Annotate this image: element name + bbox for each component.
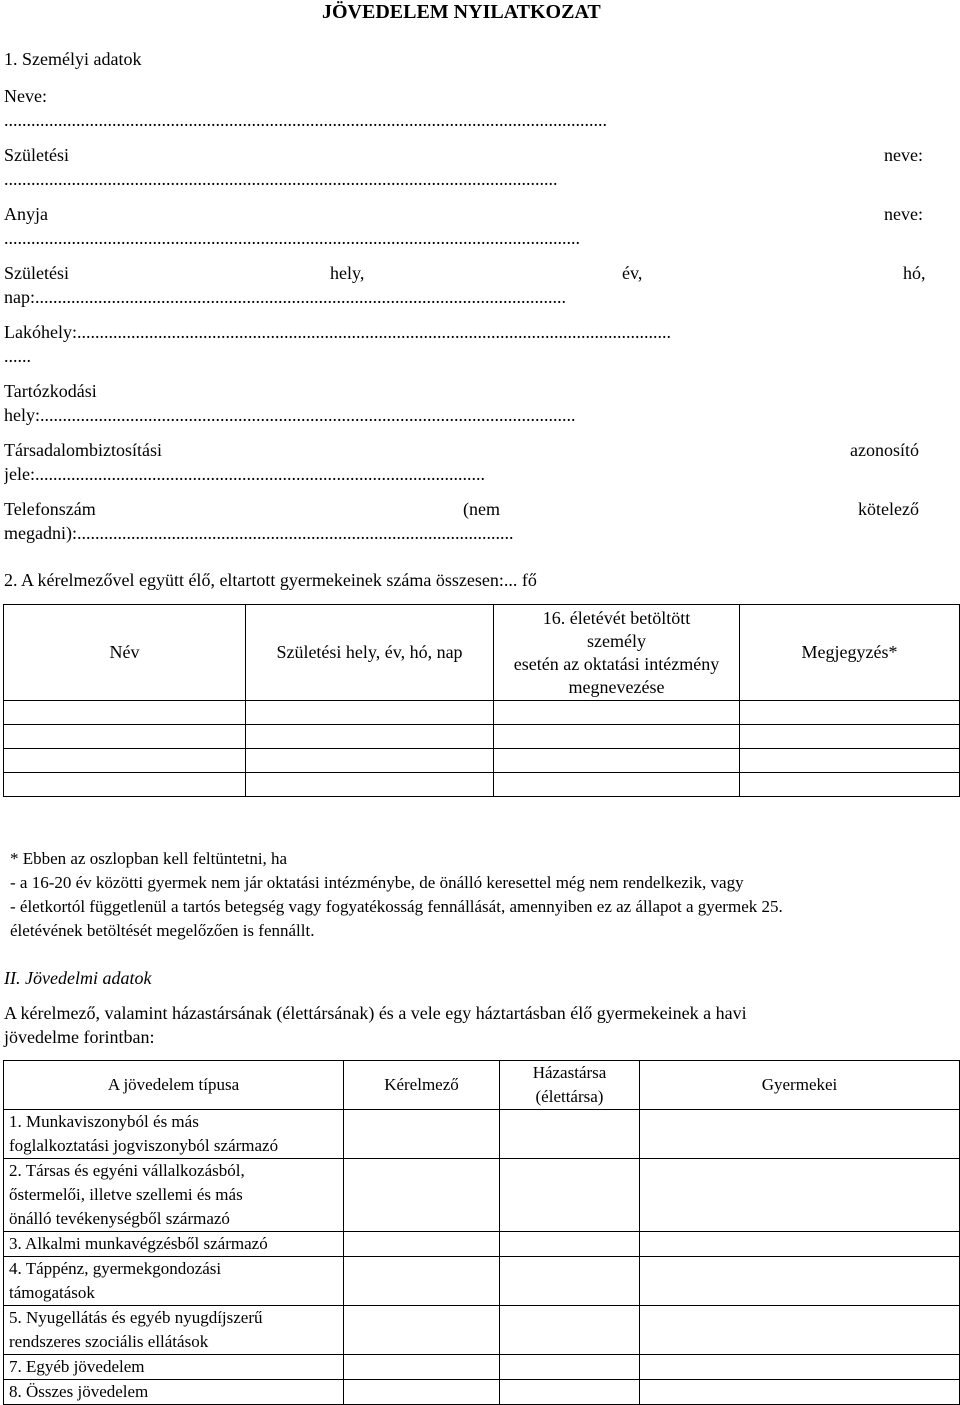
children-cell[interactable] [246, 773, 494, 797]
income-cell[interactable] [500, 1110, 640, 1159]
children-table [3, 604, 960, 797]
children-header-school-line: esetén az oktatási intézmény [513, 653, 720, 674]
income-cell[interactable] [500, 1380, 640, 1405]
income-header-spouse-line: Házastársa [532, 1063, 607, 1082]
children-cell[interactable] [4, 749, 246, 773]
children-header-school-line: személy [587, 630, 646, 651]
phone-label-2: (nem [463, 499, 500, 519]
phone-dots: megadni):................................................................................................. [4, 523, 514, 543]
children-table-row [4, 749, 960, 773]
children-cell[interactable] [740, 773, 960, 797]
children-header-school-line: 16. életévét betöltött [542, 607, 691, 628]
birth-name-dots: ........................................................................................................................... [4, 169, 558, 189]
footnote-line: - a 16-20 év közötti gyermek nem jár oktatási intézménybe, de önálló keresettel még nem rendelkezik, vagy [10, 873, 744, 892]
birth-name-label-right: neve: [884, 145, 923, 165]
income-table [3, 1060, 960, 1405]
birth-place-label-3: év, [622, 263, 643, 283]
income-row [4, 1380, 960, 1405]
income-header-spouse [500, 1061, 640, 1110]
mother-name-label: Anyja [4, 204, 48, 224]
income-header-children: Gyermekei [640, 1061, 960, 1110]
birth-place-label-4: hó, [903, 263, 926, 283]
children-header-note: Megjegyzés* [740, 605, 960, 701]
income-cell[interactable] [640, 1232, 960, 1257]
children-cell[interactable] [494, 773, 740, 797]
children-header-school-line: megnevezése [568, 676, 665, 697]
income-row-label-line: 8. Összes jövedelem [9, 1382, 149, 1401]
income-cell[interactable] [640, 1306, 960, 1355]
income-cell[interactable] [344, 1380, 500, 1405]
income-row [4, 1306, 960, 1355]
income-table-header [4, 1061, 960, 1110]
income-cell[interactable] [640, 1159, 960, 1232]
ssn-dots: jele:.................................................................................................... [4, 464, 485, 484]
income-header-applicant: Kérelmező [344, 1061, 500, 1110]
income-row [4, 1355, 960, 1380]
ssn-label-right: azonosító [850, 440, 919, 460]
mother-name-dots: ................................................................................................................................ [4, 228, 580, 248]
residence-line-2: ...... [4, 346, 31, 366]
income-row-label-line: 3. Alkalmi munkavégzésből származó [9, 1234, 268, 1253]
footnote-line: életévének betöltését megelőzően is fennállt. [10, 921, 315, 940]
income-row-label [4, 1257, 344, 1306]
children-cell[interactable] [494, 725, 740, 749]
children-cell[interactable] [740, 725, 960, 749]
income-row-label-line: 2. Társas és egyéni vállalkozásból, [9, 1161, 245, 1180]
income-row-label [4, 1159, 344, 1232]
children-header-name: Név [4, 605, 246, 701]
income-row-label-line: 5. Nyugellátás és egyéb nyugdíjszerű [9, 1308, 263, 1327]
income-cell[interactable] [500, 1306, 640, 1355]
intro-line-2: jövedelme forintban: [4, 1027, 155, 1047]
income-cell[interactable] [500, 1355, 640, 1380]
income-row-label-line: támogatások [9, 1283, 95, 1302]
phone-label-3: kötelező [858, 499, 919, 519]
phone-label-1: Telefonszám [4, 499, 96, 519]
birth-place-label-1: Születési [4, 263, 69, 283]
footnote-line: - életkortól függetlenül a tartós betegség vagy fogyatékosság fennállását, amennyiben ez az állapot a gyermek 25. [10, 897, 783, 916]
income-cell[interactable] [344, 1257, 500, 1306]
section2-heading: 2. A kérelmezővel együtt élő, eltartott gyermekeinek száma összesen:... fő [4, 570, 537, 590]
document-title: JÖVEDELEM NYILATKOZAT [322, 1, 601, 23]
residence-line: Lakóhely:.................................................................................................................................... [4, 322, 671, 342]
stay-label: Tartózkodási [4, 381, 97, 401]
mother-name-label-right: neve: [884, 204, 923, 224]
children-table-row [4, 701, 960, 725]
income-cell[interactable] [344, 1110, 500, 1159]
ssn-label: Társadalombiztosítási [4, 440, 162, 460]
income-cell[interactable] [640, 1257, 960, 1306]
income-row-label-line: foglalkoztatási jogviszonyból származó [9, 1136, 279, 1155]
children-table-row [4, 725, 960, 749]
children-cell[interactable] [740, 749, 960, 773]
income-row [4, 1110, 960, 1159]
birth-place-label-2: hely, [330, 263, 365, 283]
income-cell[interactable] [344, 1306, 500, 1355]
income-row [4, 1159, 960, 1232]
income-row [4, 1232, 960, 1257]
footnote-block [10, 847, 783, 943]
intro-line-1: A kérelmező, valamint házastársának (élettársának) és a vele egy háztartásban élő gyermekeinek a havi [4, 1003, 747, 1023]
income-cell[interactable] [500, 1232, 640, 1257]
birth-date-dots: nap:...................................................................................................................... [4, 287, 566, 307]
income-cell[interactable] [500, 1257, 640, 1306]
income-row-label-line: önálló tevékenységből származó [9, 1209, 230, 1228]
children-header-school [494, 605, 740, 701]
children-table-header [4, 605, 960, 701]
section3-heading: II. Jövedelmi adatok [4, 968, 152, 988]
children-cell[interactable] [4, 701, 246, 725]
children-cell[interactable] [494, 701, 740, 725]
income-row-label [4, 1110, 344, 1159]
income-row-label [4, 1306, 344, 1355]
income-row-label-line: 7. Egyéb jövedelem [9, 1357, 145, 1376]
children-cell[interactable] [246, 749, 494, 773]
income-row-label [4, 1380, 344, 1405]
children-cell[interactable] [246, 701, 494, 725]
name-dots: ...................................................................................................................................... [4, 110, 607, 130]
income-cell[interactable] [344, 1232, 500, 1257]
stay-dots: hely:....................................................................................................................... [4, 405, 576, 425]
children-cell[interactable] [494, 749, 740, 773]
name-label: Neve: [4, 86, 47, 106]
children-cell[interactable] [4, 725, 246, 749]
income-row-label-line: rendszeres szociális ellátások [9, 1332, 209, 1351]
income-cell[interactable] [500, 1159, 640, 1232]
income-row-label-line: 4. Táppénz, gyermekgondozási [9, 1259, 222, 1278]
income-row-label [4, 1355, 344, 1380]
income-header-spouse-line: (élettársa) [535, 1087, 604, 1106]
income-cell[interactable] [640, 1380, 960, 1405]
income-header-type: A jövedelem típusa [4, 1061, 344, 1110]
income-cell[interactable] [344, 1159, 500, 1232]
income-cell[interactable] [640, 1110, 960, 1159]
income-row [4, 1257, 960, 1306]
children-cell[interactable] [740, 701, 960, 725]
income-cell[interactable] [344, 1355, 500, 1380]
income-row-label-line: 1. Munkaviszonyból és más [9, 1112, 199, 1131]
children-table-row [4, 773, 960, 797]
children-cell[interactable] [246, 725, 494, 749]
income-row-label [4, 1232, 344, 1257]
income-row-label-line: őstermelői, illetve szellemi és más [9, 1185, 243, 1204]
income-cell[interactable] [640, 1355, 960, 1380]
section1-heading: 1. Személyi adatok [4, 49, 142, 69]
birth-name-label: Születési [4, 145, 69, 165]
children-cell[interactable] [4, 773, 246, 797]
children-header-birth: Születési hely, év, hó, nap [246, 605, 494, 701]
footnote-line: * Ebben az oszlopban kell feltüntetni, ha [10, 849, 288, 868]
